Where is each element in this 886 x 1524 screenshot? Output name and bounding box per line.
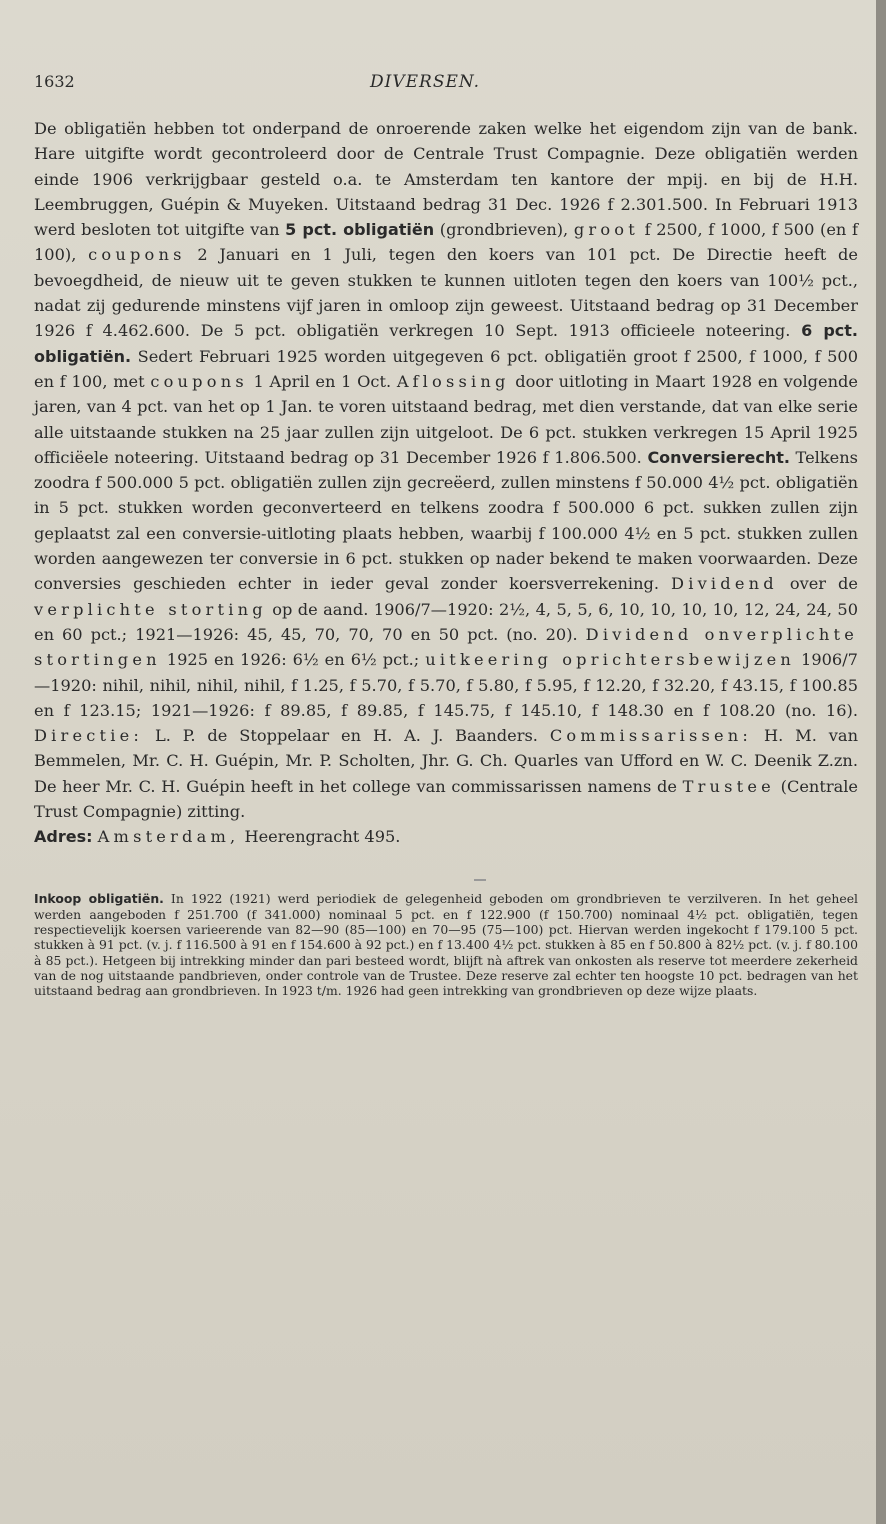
spaced-term: Dividend onverplichte stortingen [34,624,858,670]
spaced-term: Trustee [682,776,775,796]
address-city: Amsterdam, [97,827,240,847]
heading-6pct-obligaties: 6 pct. obligatiën. [34,321,858,366]
spaced-term: Directie: [34,726,144,746]
text-segment: f 2500, f 1000, f 500 (en f 100), [34,220,858,265]
spaced-term: coupons [88,245,186,265]
main-paragraph [34,116,858,824]
separator-mark [474,879,486,881]
address-label: Adres: [34,827,93,847]
spaced-term: Dividend [671,574,778,594]
page-header [34,66,858,106]
text-segment: Telkens zoodra f 500.000 5 pct. obligatiën zullen zijn gecreëerd, zullen minstens f 50.000 4½ pct. obligatiën in 5 pct. stukken worden geconverteerd en telkens zoodra f 500.000 6 pct. sukken zullen zijn geplaatst zal een conversie-uitloting plaats hebben, waarbij f 100.000 4½ en 5 pct. stukken zullen worden aangewezen ter conversie in 6 pct. stukken op nader bekend te maken voorwaarden. Deze conversies geschieden echter in ieder geval zonder koersverrekening. [34,447,858,594]
text-segment: op de aand. 1906/7—1920: 2½, 4, 5, 5, 6, 10, 10, 10, 10, 12, 24, 24, 50 en 60 pct.; 1921—1926: 45, 45, 70, 70, 70 en 50 pct. (no. 20). [34,599,858,644]
text-segment: 1906/7—1920: nihil, nihil, nihil, nihil, f 1.25, f 5.70, f 5.70, f 5.80, f 5.95, f 12.20, f 32.20, f 43.15, f 100.85 en f 123.15; 1921—1926: f 89.85, f 89.85, f 145.75, f 145.10, f 148.30 en f 108.20 (no. 16). [34,650,858,720]
page-edge-shadow [876,0,886,1524]
text-segment: 1925 en 1926: 6½ en 6½ pct.; [160,650,426,670]
spaced-term: Commissarissen: [549,726,753,746]
text-segment: over de [777,574,858,594]
running-title: DIVERSEN. [370,72,481,92]
text-segment: De obligatiën hebben tot onderpand de onroerende zaken welke het eigendom zijn van de bank. Hare uitgifte wordt gecontroleerd door de Centrale Trust Compagnie. Deze obligatiën werden einde 1906 verkrijgbaar gesteld o.a. te Amsterdam ten kantore der mpij. en bij de H.H. Leembruggen, Guépin & Muyeken. Uitstaand bedrag 31 Dec. 1926 f 2.301.500. In Februari 1913 werd besloten tot uitgifte van [34,119,858,240]
spaced-term: verplichte storting [34,599,267,619]
spaced-term: Aflossing [396,371,510,391]
spaced-term: uitkeering oprichtersbewijzen [425,650,796,670]
heading-5pct-obligaties: 5 pct. obligatiën [285,220,435,240]
text-segment: Sedert Februari 1925 worden uitgegeven 6 pct. obligatiën groot f 2500, f 1000, f 500 en f 100, met [34,346,858,391]
footnote-label: Inkoop obligatiën. [34,891,164,907]
text-segment: (Centrale Trust Compagnie) zitting. [34,776,858,822]
address-street: Heerengracht 495. [239,827,401,847]
text-segment: H. M. van Bemmelen, Mr. C. H. Guépin, Mr. P. Scholten, Jhr. G. Ch. Quarles van Ufford en W. C. Deenik Z.zn. De heer Mr. C. H. Guépin heeft in het college van commissarissen namens de [34,726,858,796]
text-segment: (grondbrieven), [434,220,574,240]
text-segment: 1 April en 1 Oct. [247,371,397,391]
text-segment: 2 Januari en 1 Juli, tegen den koers van 101 pct. De Directie heeft de bevoegdheid, de nieuw uit te geven stukken te kunnen uitloten tegen den koers van 100½ pct., nadat zij gedurende minstens vijf jaren in omloop zijn geweest. Uitstaand bedrag op 31 December 1926 f 4.462.600. De 5 pct. obligatiën verkregen 10 Sept. 1913 officieele noteering. [34,245,858,341]
address-line [34,824,858,849]
text-segment: door uitloting in Maart 1928 en volgende jaren, van 4 pct. van het op 1 Jan. te voren uitstaand bedrag, met dien verstande, dat van elke serie alle uitstaande stukken na 25 jaar zullen zijn uitgeloot. De 6 pct. stukken verkregen 15 April 1925 officiëele noteering. Uitstaand bedrag op 31 December 1926 f 1.806.500. [34,371,858,467]
heading-conversierecht: Conversierecht. [647,447,790,467]
spaced-term: coupons [150,371,248,391]
footnote-paragraph [34,891,858,998]
text-segment: L. P. de Stoppelaar en H. A. J. Baanders. [143,726,550,746]
footnote-text: In 1922 (1921) werd periodiek de gelegenheid geboden om grondbrieven te verzilveren. In het geheel werden aangeboden f 251.700 (f 341.000) nominaal 5 pct. en f 122.900 (f 150.700) nominaal 4½ pct. obligatiën, tegen respectievelijk koersen varieerende van 82—90 (85—100) en 70—95 (75—100) pct. Hiervan werden ingekocht f 179.100 5 pct. stukken à 91 pct. (v. j. f 116.500 à 91 en f 154.600 à 92 pct.) en f 13.400 4½ pct. stukken à 85 en f 50.800 à 82½ pct. (v. j. f 80.100 à 85 pct.). Hetgeen bij intrekking minder dan pari besteed wordt, blijft nà aftrek van onkosten als reserve tot meerdere zekerheid van de nog uitstaande pandbrieven, onder controle van de Trustee. Deze reserve zal echter ten hoogste 10 pct. bedragen van het uitstaand bedrag aan grondbrieven. In 1923 t/m. 1926 had geen intrekking van grondbrieven op deze wijze plaats. [34,891,858,999]
page-number: 1632 [34,72,75,91]
spaced-term: groot [573,220,639,240]
